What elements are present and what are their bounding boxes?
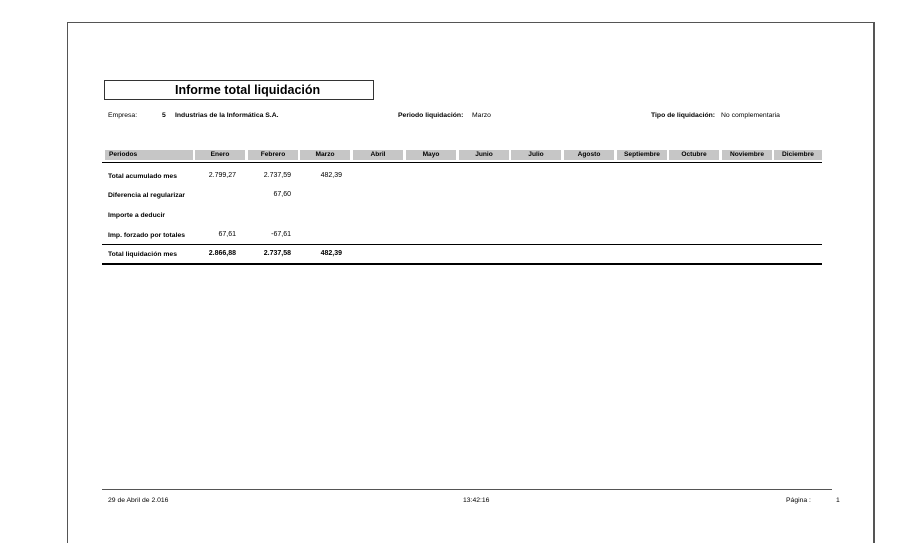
header-month: Mayo [406,150,456,160]
total-label: Total liquidación mes [108,251,177,258]
total-value: 482,39 [320,250,342,257]
header-month: Diciembre [774,150,822,160]
periodo-value: Marzo [472,112,491,119]
header-month: Febrero [248,150,298,160]
header-periodos: Periodos [105,150,193,160]
report-page [67,22,875,543]
row-value: -67,61 [271,231,291,238]
footer-time: 13:42:16 [463,497,490,504]
total-value: 2.866,88 [208,250,236,257]
header-month: Abril [353,150,403,160]
header-month: Octubre [669,150,719,160]
empresa-name: Industrias de la Informática S.A. [175,112,279,119]
row-value: 482,39 [320,172,342,179]
row-label: Imp. forzado por totales [108,232,186,239]
header-month: Junio [459,150,509,160]
row-label: Diferencia al regularizar [108,192,186,199]
tipo-label: Tipo de liquidación: [651,112,716,119]
header-month: Julio [511,150,561,160]
empresa-code: 5 [162,112,166,119]
total-top-rule [102,244,822,245]
footer-page-label: Página : [786,497,811,504]
header-rule [102,162,822,163]
tipo-value: No complementaria [721,112,780,119]
report-title-box [104,80,374,100]
header-month: Enero [195,150,245,160]
empresa-label: Empresa: [108,112,138,119]
footer-page-number: 1 [836,497,840,504]
periodo-label: Periodo liquidación: [398,112,464,119]
row-value: 2.737,59 [263,172,291,179]
header-month: Noviembre [722,150,772,160]
row-label: Total acumulado mes [108,173,177,180]
row-value: 67,61 [218,231,236,238]
report-title: Informe total liquidación [175,83,321,97]
row-value: 2.799,27 [208,172,236,179]
footer-rule [102,489,832,490]
header-month: Marzo [300,150,350,160]
header-month: Agosto [564,150,614,160]
footer-date: 29 de Abril de 2.016 [108,497,169,504]
total-bottom-rule [102,263,822,265]
header-month: Septiembre [617,150,667,160]
row-value: 67,60 [273,191,291,198]
total-value: 2.737,58 [263,250,291,257]
row-label: Importe a deducir [108,212,166,219]
